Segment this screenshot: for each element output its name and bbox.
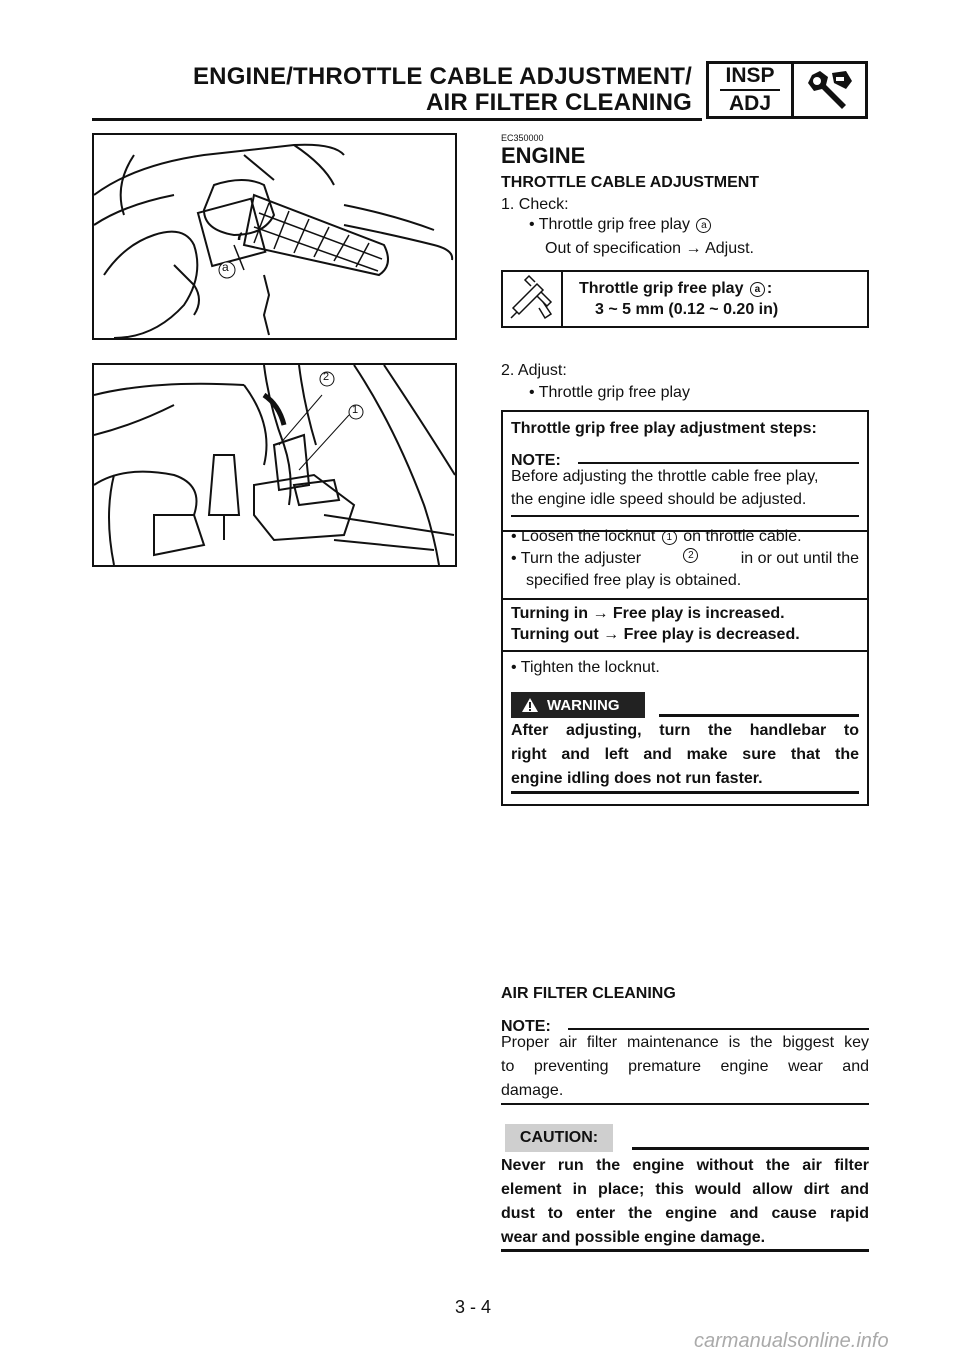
warning-badge: [511, 692, 645, 718]
procedure-title: Throttle grip free play adjustment steps:: [511, 420, 817, 437]
caution-line3: dust to enter the engine and cause rapid: [501, 1205, 869, 1222]
throttle-adjuster-illustration: [94, 365, 455, 565]
header-rule: [92, 118, 702, 121]
caution-rule: [632, 1147, 869, 1150]
step1-out-of-spec: Out of specification → Adjust.: [545, 240, 754, 257]
warning-line1: After adjusting, turn the handlebar to: [511, 722, 859, 739]
section-code: EC350000: [501, 133, 544, 143]
warning-line3: engine idling does not run faster.: [511, 770, 763, 787]
procedure-bullet3: • Tighten the locknut.: [511, 659, 660, 676]
ref-2-icon: 2: [683, 548, 698, 563]
procedure-bullet2: • Turn the adjuster 2 in or out until the: [511, 550, 859, 567]
spec-value: 3 ~ 5 mm (0.12 ~ 0.20 in): [595, 301, 779, 318]
figure-throttle-grip: [92, 133, 457, 340]
ref-1-icon: 1: [662, 530, 677, 545]
warning-triangle-icon: [521, 697, 539, 713]
turning-out-text: Turning out → Free play is decreased.: [511, 626, 800, 643]
page-number: 3 - 4: [455, 1297, 492, 1317]
caution-line4: wear and possible engine damage.: [501, 1229, 766, 1246]
procedure-bullet2-cont: specified free play is obtained.: [526, 572, 742, 589]
figure2-callout-2: 2: [323, 371, 330, 383]
note-end-rule: [511, 515, 859, 517]
step1-text: 1. Check:: [501, 196, 569, 213]
watermark: carmanualsonline.info: [694, 1330, 889, 1352]
procedure-divider-3: [501, 650, 869, 652]
caution-line2: element in place; this would allow dirt and: [501, 1181, 869, 1198]
ref-a-icon: a: [696, 218, 711, 233]
wrench-icon: [794, 64, 865, 116]
procedure-note-line2: the engine idle speed should be adjusted.: [511, 491, 807, 508]
step2-bullet: • Throttle grip free play: [529, 384, 690, 401]
procedure-note-label: NOTE:: [511, 452, 561, 469]
figure2-callout-1: 1: [352, 404, 359, 416]
air-filter-note-line3: damage.: [501, 1082, 564, 1099]
caution-badge: CAUTION:: [505, 1124, 613, 1152]
badge-insp-text: INSP: [725, 64, 775, 87]
procedure-note-line1: Before adjusting the throttle cable free play,: [511, 468, 819, 485]
spec-label: Throttle grip free play a :: [579, 280, 773, 297]
turning-in-text: Turning in → Free play is increased.: [511, 605, 785, 622]
warning-line2: right and left and make sure that the: [511, 746, 859, 763]
caution-end-rule: [501, 1249, 869, 1252]
caliper-icon: [503, 272, 563, 326]
step2-text: 2. Adjust:: [501, 362, 567, 379]
warning-end-rule: [511, 791, 859, 794]
spec-box: [501, 270, 869, 328]
air-filter-note-rule: [568, 1028, 869, 1030]
engine-heading: ENGINE: [501, 143, 586, 168]
air-filter-note-end-rule: [501, 1103, 869, 1105]
warning-label: WARNING: [547, 696, 620, 714]
header-title-line1: ENGINE/THROTTLE CABLE ADJUSTMENT/: [192, 63, 692, 90]
figure-throttle-adjuster: [92, 363, 457, 567]
note-rule: [578, 462, 859, 464]
air-filter-note-line2: to preventing premature engine wear and: [501, 1058, 869, 1075]
air-filter-note-line1: Proper air filter maintenance is the biggest key: [501, 1034, 869, 1051]
air-filter-note-label: NOTE:: [501, 1018, 551, 1035]
throttle-grip-illustration: [94, 135, 455, 338]
insp-adj-label: [709, 64, 794, 116]
header-title-line2: AIR FILTER CLEANING: [425, 89, 692, 116]
step1-bullet: • Throttle grip free play a: [529, 214, 713, 236]
caution-line1: Never run the engine without the air filter: [501, 1157, 869, 1174]
air-filter-heading: AIR FILTER CLEANING: [501, 985, 676, 1002]
procedure-bullet1: • Loosen the locknut 1 on throttle cable.: [511, 528, 802, 545]
figure1-callout-a: a: [222, 260, 229, 274]
procedure-divider-2: [501, 598, 869, 600]
section-badge: [706, 61, 868, 119]
badge-adj-text: ADJ: [728, 92, 771, 115]
warning-rule: [659, 714, 859, 717]
spec-ref-a-icon: a: [750, 282, 765, 297]
throttle-cable-heading: THROTTLE CABLE ADJUSTMENT: [501, 174, 760, 191]
